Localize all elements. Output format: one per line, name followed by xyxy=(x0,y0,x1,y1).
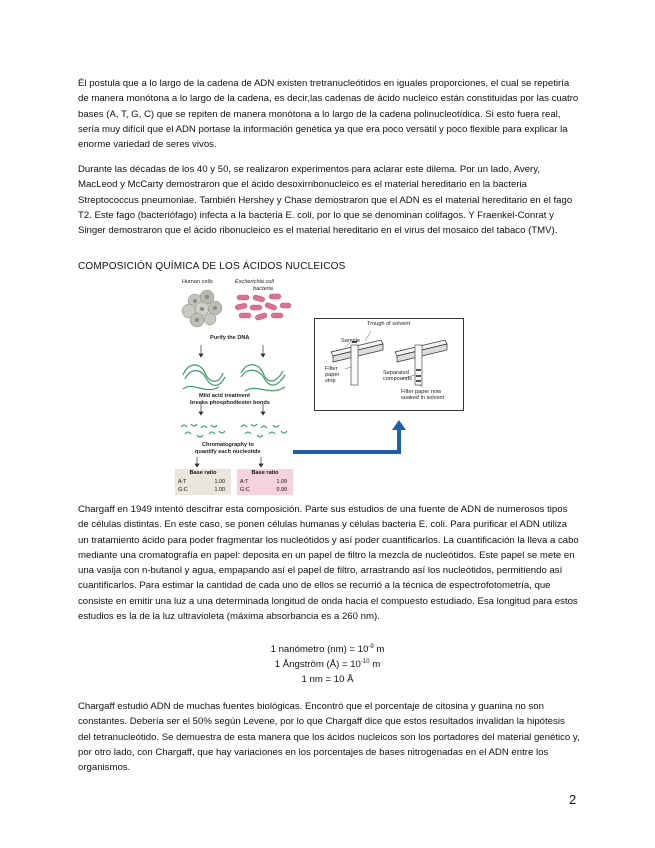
dna-strands-icon xyxy=(183,365,285,391)
ecoli-base-ratio-box xyxy=(237,469,293,495)
ecoli-label: Escherichia coli xyxy=(235,279,274,285)
chromatography-label: Chromatography to xyxy=(202,442,254,448)
filter-paper-now-label: Filter paper now xyxy=(401,389,442,395)
paper-chromatography-figure xyxy=(314,318,464,411)
section-heading: COMPOSICIÓN QUÍMICA DE LOS ÁCIDOS NUCLEICOS xyxy=(78,261,346,272)
ratio-value: 0.99 xyxy=(276,487,287,493)
ratio-title: Base ratio xyxy=(251,470,279,476)
soaked-label: soaked in solvent xyxy=(401,395,445,401)
paragraph-experiments: Durante las décadas de los 40 y 50, se realizaron experimentos para aclarar este dilema. Por un lado, Avery, MacLeod y McCarty demostraron que el ácido desoxirribonucleico es el material hereditario en la bacteria Streptococcus pneumoniae. También Hershey y Chase demostraron que el ADN es el material hereditario en el fago T2. Este fago (bacteriófago) infecta a la bacteria E. coli, por lo que se denominan colifagos. Y Fraenkel-Conrat y Singer demostraron que el ácido ribonucleico es el material hereditario en el virus del mosaico del tabaco (TMV). xyxy=(78,164,573,237)
nucleotide-fragments-icon xyxy=(181,424,287,437)
trough-label: Trough of solvent xyxy=(367,321,411,327)
strip-label: strip xyxy=(325,378,336,384)
bacteria-icon xyxy=(235,294,291,321)
diagram-drawing xyxy=(175,277,297,500)
page-number: 2 xyxy=(569,792,577,807)
paragraph-tetranucleotide: Él postula que a lo largo de la cadena de ADN existen tretranucleótidos en iguales proporciones, el cual se repetiría de manera monótona a lo largo de la cadena, es decir,las cadenas de ácido nucleico están constituidas por las cuatro bases (A, T, G, C) que se repiten de manera monótona a lo largo de la cadena polinucleotídica. Si esto fuera real, sería muy difícil que el ADN portase la información genética ya que era poco versátil y poco flexible para explicar la enorme variedad de seres vivos. xyxy=(78,78,579,151)
ratio-label: A:T xyxy=(178,479,187,485)
ratio-value: 1.00 xyxy=(214,487,225,493)
bacteria-label: bacteria xyxy=(253,286,273,292)
blue-arrow-icon xyxy=(291,418,407,458)
mild-acid-label: Mild acid treatment xyxy=(199,393,250,399)
ratio-label: A:T xyxy=(240,479,249,485)
unit-angstrom: 1 Ångström (Å) = $10^{-10}$ m xyxy=(274,659,381,670)
paper-label: paper xyxy=(325,372,340,378)
ratio-label: G:C xyxy=(240,487,250,493)
ratio-value: 1.09 xyxy=(276,479,287,485)
unit-conversion: 1 nm = 10 Å xyxy=(301,674,354,685)
sample-label: Sample xyxy=(341,338,360,344)
ratio-title: Base ratio xyxy=(189,470,217,476)
filter-label: Filter xyxy=(325,366,338,372)
paragraph-chargaff-results: Chargaff estudió ADN de muchas fuentes biológicas. Encontró que el porcentaje de citosina y guanina no son constantes. Debería ser el 50% según Levene, por lo que Chargaff dice que estos resultados invalidan la hipótesis del tetranucleótido. Se demuestra de esta manera que los ácidos nucleicos son los portadores del material genético y, por otro lado, con Chargaff, que hay variaciones en los porcentajes de bases nitrogenadas en el ADN entre los organismos. xyxy=(78,701,580,774)
phosphodiester-label: breaks phosphodiester bonds xyxy=(190,400,270,406)
human-cells-icon xyxy=(182,290,222,327)
purify-label: Purify the DNA xyxy=(210,335,250,341)
chargaff-experiment-figure xyxy=(175,277,297,500)
ratio-label: G:C xyxy=(178,487,188,493)
unit-nanometer: 1 nanómetro $(nm) = 10^{-9}$ m xyxy=(270,644,385,655)
human-base-ratio-box xyxy=(175,469,231,495)
quantify-label: quantify each nucleotide xyxy=(195,449,261,455)
separated-label: Separated xyxy=(383,370,409,376)
ratio-value: 1.00 xyxy=(214,479,225,485)
compounds-label: compounds xyxy=(383,376,412,382)
paragraph-chargaff-method: Chargaff en 1949 intentó descifrar esta composición. Parte sus estudios de una fuente de ADN de numerosos tipos de células distintas. En este caso, se ponen células humanas y células bacteria E. coli. Para purificar el ADN utiliza un tratamiento ácido para poder fragmentar los nucleótidos y así poder cuantificarlos. La cuantificación la lleva a cabo mediante una cromatografía en papel: deposita en un papel de filtro la mezcla de nucleótidos. Este papel se mete en una vasija con n-butanol y agua, empapando así el papel de filtro, arrastrando así los nucleótidos, permitiendo así cuantificarlos. Para estimar la cantidad de cada uno de ellos se recurrió a la técnica de espectrofotometría, que consiste en emitir una luz a una determinada longitud de onda hacia el compuesto estudiado. Esa longitud para estos estudios es la de la luz ultravioleta (máxima absorbancia es a 260 nm). xyxy=(78,504,579,623)
human-cells-label: Human cells xyxy=(182,279,213,285)
